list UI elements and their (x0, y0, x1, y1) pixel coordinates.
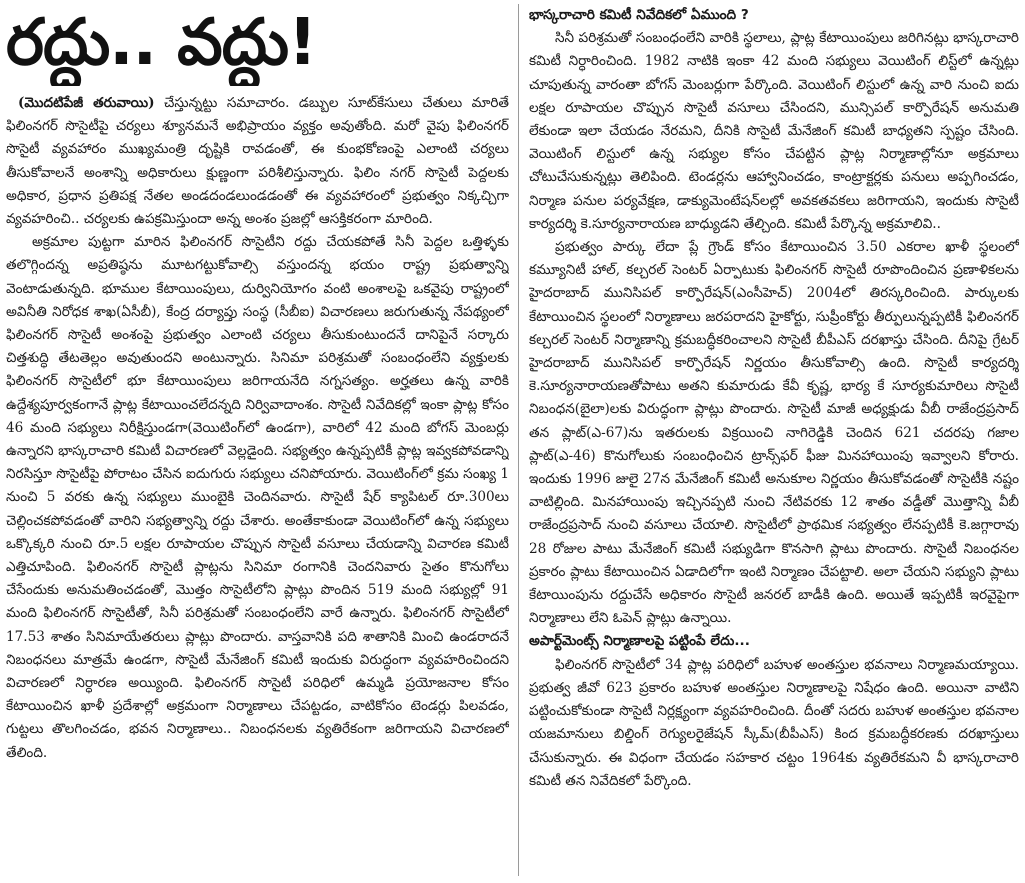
left-paragraph-1-text: చేస్తున్నట్టు సమాచారం. డబ్బుల సూట్‌కేసులు చేతులు మారితే ఫిలింనగర్‌ సొసైటీపై చర్యలు శ్యూనమనే అభిప్రాయం వ్యక్తం అవుతోంది. మరో వైపు ఫిలింనగర్‌ సొసైటీ వ్యవహారం ముఖ్యమంత్రి దృష్టికి రావడంతో, ఈ కుంభకోణంపై ఎలాంటి చర్యలు తీసుకోవాలనే అంశాన్ని అధికారులు క్షుణ్ణంగా పరిశీలిస్తున్నారు. ఫిలిం నగర్‌ సొసైటీ పెద్దలకు అధికార, ప్రధాన ప్రతిపక్ష నేతల అండదండలుండడంతో ఈ వ్యవహారంలో ప్రభుత్వం నిక్కచ్చిగా వ్యవహరించి.. చర్యలకు ఉపక్రమిస్తుందా అన్న అంశం ప్రజల్లో ఆసక్తికరంగా మారింది. (6, 95, 509, 228)
right-paragraph-3: ఫిలింనగర్‌ సొసైటీలో 34 ప్లాట్ల పరిధిలో బహుళ అంతస్తుల భవనాలు నిర్మాణమయ్యాయి. ప్రభుత్వ జీవో 623 ప్రకారం బహుళ అంతస్తుల నిర్మాణాలపై నిషేధం ఉంది. అయినా వాటిని పట్టించుకోకుండా సొసైటీ నిర్లక్ష్యంగా వ్యవహరించింది. దీంతో సదరు బహుళ అంతస్తుల భవనాల యజమానులు బిల్డింగ్‌ రెగ్యులరైజేషన్‌ స్కీమ్‌(బీపీఎస్‌) కింద క్రమబద్ధీకరణకు దరఖాస్తులు చేసుకున్నారు. ఈ విధంగా చేయడం సహకార చట్టం 1964కు వ్యతిరేకమని వీ భాస్కరాచారి కమిటీ తన నివేదికలో పేర్కొంది. (529, 656, 1019, 789)
article-headline: రద్దు.. వద్దు! (6, 6, 317, 80)
section-heading-apartments: అపార్ట్‌మెంట్స్‌ నిర్మాణాలపై పట్టింపే లేదు... (529, 633, 750, 650)
left-paragraph-1 (6, 92, 509, 231)
left-paragraph-2: అక్రమాల పుట్టగా మారిన ఫిలింనగర్‌ సొసైటీని రద్దు చేయకపోతే సినీ పెద్దల ఒత్తిళ్ళకు తలొగ్గిందన్న అప్రతిష్ఠను మూటగట్టుకోవాల్సి వస్తుందన్న భయం రాష్ట్ర ప్రభుత్వాన్ని వెంటాడుతున్నది. భూముల కేటాయింపులు, దుర్వినియోగం వంటి అంశాలపై ఒకవైపు రాష్ట్రంలో అవినీతి నిరోధక శాఖ(ఏసీబీ), కేంద్ర దర్యాప్తు సంస్థ (సీబీఐ) విచారణలు జరుగుతున్న నేపథ్యంలో ఫిలింనగర్‌ సొసైటీ అంశంపై ప్రభుత్వం ఎలాంటి చర్యలు తీసుకుంటుందనే దానిపైనే సర్కారు చిత్తశుద్ధి తేటతెల్లం అవుతుందని అంటున్నారు. సినిమా పరిశ్రమతో సంబంధంలేని వ్యక్తులకు ఫిలింనగర్‌ సొసైటీలో భూ కేటాయింపులు జరిగాయనేది నగ్నసత్యం. అర్హతలు ఉన్న వారికి ఉద్దేశ్యపూర్వకంగానే ప్లాట్ల కేటాయించలేదన్నది నిర్వివాదాంశం. సొసైటీ నివేదికల్లో ఇంకా ప్లాట్ల కోసం 46 మంది సభ్యులు నిరీక్షిస్తుండగా(వెయిటింగ్‌లో ఉండగా), వారిలో 42 మంది బోగస్‌ మెంబర్లు ఉన్నారని భాస్కరాచారి కమిటీ విచారణలో వెల్లడైంది. సభ్యత్వం ఉన్నప్పటికీ ప్లాట్ల ఇవ్వకపోవడాన్ని నిరసిస్తూ సొసైటీపై పోరాటం చేసిన ఐదుగురు సభ్యులు చనిపోయారు. వెయిటింగ్‌లో క్రమ సంఖ్య 1 నుంచి 5 వరకు ఉన్న సభ్యులు ముంబైకి చెందినవారు. సొసైటీ షేర్‌ క్యాపిటల్‌ రూ.300లు చెల్లించకపోవడంతో వారిని సభ్యత్వాన్ని రద్దు చేశారు. అంతేకాకుండా వెయిటింగ్‌లో ఉన్న సభ్యులు ఒక్కొక్కరి నుంచి రూ.5 లక్షల రూపాయల చొప్పున సొసైటీ వసూలు చేయడాన్ని విచారణ కమిటీ ఎత్తిచూపింది. ఫిలింనగర్‌ సొసైటీ ప్లాట్లను సినిమా రంగానికి చెందనివారు సైతం కొనుగోలు చేసేందుకు అనుమతించడంతో, మొత్తం సొసైటీలోని ప్లాట్లు పొందిన 519 మంది సభ్యుల్లో 91 మంది ఫిలింనగర్‌ సొసైటీతో, సినీ పరిశ్రమతో సంబంధంలేని వారే ఉన్నారు. ఫిలింనగర్‌ సొసైటీలో 17.53 శాతం సినిమాయేతరులు ప్లాట్లు పొందారు. వాస్తవానికి పది శాతానికి మించి ఉండరాదనే నిబంధనలు మాత్రమే ఉండగా, సొసైటీ మేనేజింగ్‌ కమిటీ ఇందుకు విరుద్ధంగా వ్యవహరించిందని విచారణలో నిర్ధారణ అయ్యింది. ఫిలింనగర్‌ సొసైటీ పరిధిలో ఉమ్మడి ప్రయోజనాల కోసం కేటాయించిన ఖాళీ ప్రదేశాల్లో అక్రమంగా నిర్మాణాలు చేపట్టడం, వాటికోసం టెండర్లు పిలవడం, గుట్టలు తొలగించడం, భవన నిర్మాణాలు.. నిబంధనలకు వ్యతిరేకంగా జరిగాయని విచారణలో తేలింది. (6, 234, 509, 761)
right-paragraph-1: సినీ పరిశ్రమతో సంబంధంలేని వారికి స్థలాలు, ప్లాట్ల కేటాయింపులు జరిగినట్లు భాస్కరాచారి కమిటీ నిర్ధారించింది. 1982 నాటికి ఇంకా 42 మంది సభ్యులు వెయిటింగ్‌ లిస్ట్‌లో ఉన్నట్లు చూపుతున్న వారంతా బోగస్‌ మెంబర్లుగా పేర్కొంది. వెయిటింగ్‌ లిస్టులో ఉన్న వారి నుంచి ఐదు లక్షల రూపాయల చొప్పున సొసైటీ వసూలు చేసిందని, మున్సిపల్‌ కార్పొరేషన్‌ అనుమతి లేకుండా ఇలా చేయడం నేరమని, దీనికి సొసైటీ మేనేజింగ్‌ కమిటీ బాధ్యతని స్పష్టం చేసింది. వెయిటింగ్‌ లిస్టులో ఉన్న సభ్యుల కోసం చేపట్టిన ప్లాట్ల నిర్మాణాల్లోనూ అక్రమాలు చోటుచేసుకున్నట్లు తెలిపింది. టెండర్లను ఆహ్వానించడం, కాంట్రాక్టర్లకు పనులు అప్పగించడం, నిర్మాణ పనుల పర్యవేక్షణ, డాక్యుమెంటేషన్‌లల్లో అవకతవకలు జరిగాయని, ఇందుకు సొసైటీ కార్యదర్శి కె.సూర్యనారాయణ బాధ్యుడని తేల్చింది. కమిటీ పేర్కొన్న అక్రమాలివి.. (529, 30, 1019, 232)
right-column (529, 4, 1019, 880)
left-column (6, 92, 509, 880)
column-divider (518, 4, 519, 876)
right-paragraph-2: ప్రభుత్వం పార్కు లేదా ప్లే గ్రౌండ్‌ కోసం కేటాయించిన 3.50 ఎకరాల ఖాళీ స్థలంలో కమ్యూనిటీ హాల్‌, కల్చరల్‌ సెంటర్‌ ఏర్పాటుకు ఫిలింనగర్‌ సొసైటీ రూపొందించిన ప్రణాళికలను హైదరాబాద్‌ మునిసిపల్‌ కార్పొరేషన్‌(ఎంసీహెచ్‌) 2004లో తిరస్కరించింది. పార్కులకు కేటాయించిన స్థలంలో నిర్మాణాలు జరపరాదని హైకోర్టు, సుప్రీంకోర్టు తీర్పులున్నప్పటికీ ఫిలింనగర్‌ కల్చరల్‌ సెంటర్‌ నిర్మాణాన్ని క్రమబద్ధీకరించాలని సొసైటీ బీపీఎస్‌ దరఖాస్తు చేసింది. దీనిపై గ్రేటర్‌ హైదరాబాద్‌ మునిసిపల్‌ కార్పొరేషన్‌ నిర్ణయం తీసుకోవాల్సి ఉంది. సొసైటీ కార్యదర్శి కె.సూర్యనారాయణతోపాటు అతని కుమారుడు కేవీ కృష్ణ, భార్య కే సూర్యకుమారిలు సొసైటీ నిబంధన(బైలా)లకు విరుద్ధంగా ప్లాట్లు పొందారు. సొసైటీ మాజీ అధ్యక్షుడు వీబీ రాజేంద్రప్రసాద్‌ తన ప్లాట్‌(ఎ-67)ను ఇతరులకు విక్రయించి నాగిరెడ్డికి చెందిన 621 చదరపు గజాల ప్లాట్‌(ఎ-46) కొనుగోలుకు సంబంధించిన ట్రాన్స్‌ఫర్‌ ఫీజు మినహాయింపు ఇవ్వాలని కోరారు. ఇందుకు 1996 జులై 27న మేనేజింగ్‌ కమిటీ అనుకూల నిర్ణయం తీసుకోవడంతో సొసైటీకి నష్టం వాటిల్లింది. మినహాయింపు ఇచ్చినప్పటి నుంచి నేటివరకు 12 శాతం వడ్డీతో మొత్తాన్ని వీబీ రాజేంద్రప్రసాద్‌ నుంచి వసూలు చేయాలి. సొసైటీలో ప్రాథమిక సభ్యత్వం లేనప్పటికీ కె.జగ్గారావు 28 రోజుల పాటు మేనేజింగ్‌ కమిటీ సభ్యుడిగా కొనసాగి ప్లాటు పొందారు. సొసైటీ నిబంధనల ప్రకారం ప్లాటు కేటాయించిన ఏడాదిలోగా ఇంటి నిర్మాణం చేపట్టాలి. అలా చేయని సభ్యుని ప్లాటు కేటాయింపును రద్దుచేసే అధికారం సొసైటీ జనరల్‌ బాడీకి ఉంది. అయితే ఇప్పటికీ ఇరవైపైగా నిర్మాణాలు లేని ఓపెన్‌ ప్లాట్లు ఉన్నాయి. (529, 239, 1019, 627)
section-heading-committee-report: భాస్కరాచారి కమిటీ నివేదికలో ఏముంది ? (529, 7, 749, 23)
continuation-label: (మొదటిపేజీ తరువాయి) (18, 95, 155, 111)
